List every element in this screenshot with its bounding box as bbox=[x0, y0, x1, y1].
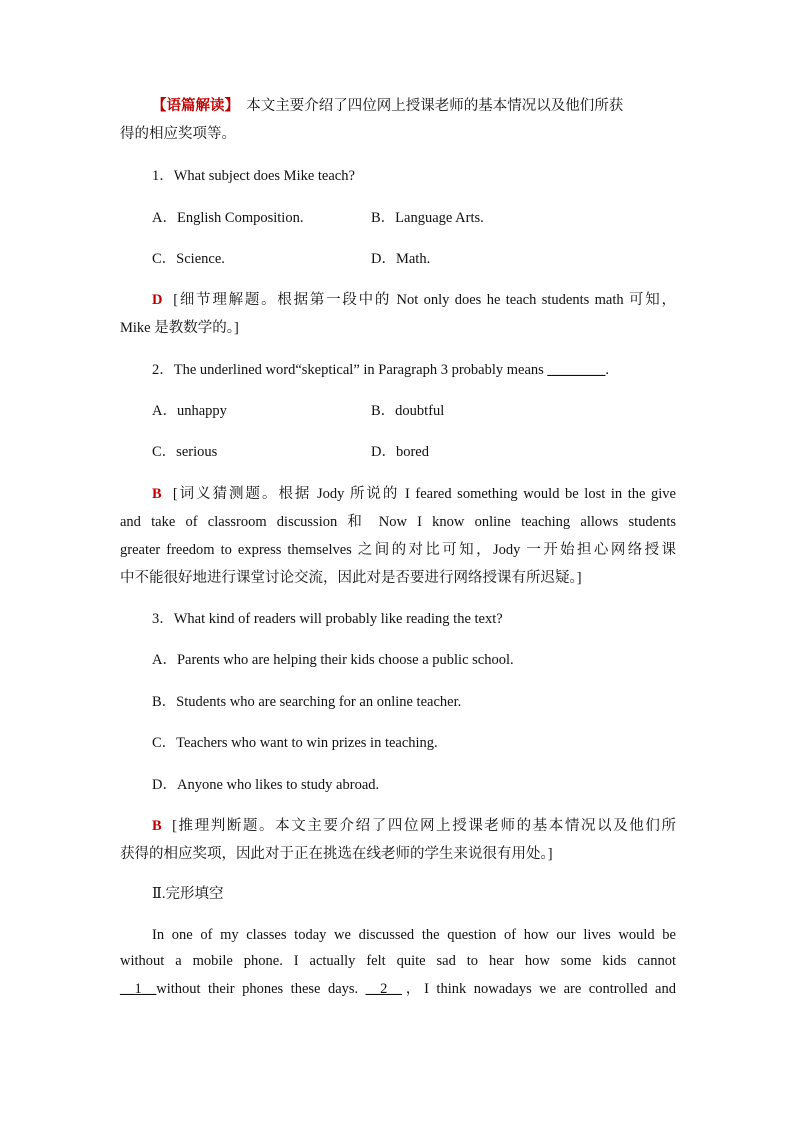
question-2-stem bbox=[152, 360, 676, 380]
question-2-blank: ________ bbox=[547, 362, 606, 378]
option-a: A．Parents who are helping their kids choose a public school. bbox=[152, 652, 514, 668]
option-d: D．Math. bbox=[371, 251, 431, 267]
question-1-stem: 1．What subject does Mike teach? bbox=[152, 168, 355, 184]
option-b: B．Language Arts. bbox=[371, 210, 484, 226]
question-2-stem-end: . bbox=[605, 362, 610, 378]
answer-3-line-1 bbox=[152, 816, 676, 836]
answer-1-line-2: Mike 是教数学的。] bbox=[120, 320, 239, 336]
intro-line-2: 得的相应奖项等。 bbox=[120, 126, 236, 142]
passage-line-2: without a mobile phone. I actually felt quite sad to hear how some kids cannot bbox=[120, 953, 676, 969]
answer-1-line-1 bbox=[152, 290, 676, 310]
answer-2-line-1 bbox=[152, 484, 676, 504]
answer-3-letter: B bbox=[152, 818, 162, 834]
option-d: D．Anyone who likes to study abroad. bbox=[152, 777, 380, 793]
question-2-options-row-1 bbox=[152, 401, 676, 421]
question-1-options-row-2 bbox=[152, 249, 676, 269]
passage-line-3-text: without their phones these days. bbox=[156, 981, 366, 997]
section-title: Ⅱ.完形填空 bbox=[152, 886, 224, 902]
option-c: C．Teachers who want to win prizes in teaching. bbox=[152, 735, 438, 751]
cloze-blank-2[interactable]: __2__ bbox=[365, 981, 402, 997]
option-a: A．English Composition. bbox=[152, 210, 304, 226]
answer-1-letter: D bbox=[152, 292, 163, 308]
answer-2-line-4: 中不能很好地进行课堂讨论交流，因此对是否要进行网络授课有所迟疑。] bbox=[120, 570, 582, 586]
answer-2-letter: B bbox=[152, 486, 162, 502]
question-2-options-row-2 bbox=[152, 442, 676, 462]
option-d: D．bored bbox=[371, 444, 429, 460]
answer-2-line-2: and take of classroom discussion 和 Now I know online teaching allows students bbox=[120, 514, 676, 530]
option-c: C．serious bbox=[152, 444, 218, 460]
option-b: B．Students who are searching for an online teacher. bbox=[152, 694, 462, 710]
option-c: C．Science. bbox=[152, 251, 225, 267]
answer-1-explain: [细节理解题。根据第一段中的 Not only does he teach students math 可知， bbox=[173, 292, 677, 308]
option-b: B．doubtful bbox=[371, 403, 445, 419]
intro-line-1 bbox=[152, 96, 676, 116]
answer-3-line-2: 获得的相应奖项，因此对于正在挑选在线老师的学生来说很有用处。] bbox=[120, 846, 553, 862]
question-3-stem: 3．What kind of readers will probably like reading the text? bbox=[152, 611, 503, 627]
answer-2-explain: [词义猜测题。根据 Jody 所说的 I feared something would be lost in the give bbox=[172, 486, 676, 502]
answer-2-line-3: greater freedom to express themselves 之间的对比可知，Jody 一开始担心网络授课 bbox=[120, 542, 676, 558]
passage-line-3 bbox=[120, 979, 676, 999]
intro-text: 本文主要介绍了四位网上授课老师的基本情况以及他们所获 bbox=[246, 98, 624, 114]
answer-3-explain: [推理判断题。本文主要介绍了四位网上授课老师的基本情况以及他们所 bbox=[172, 818, 677, 834]
passage-line-1: In one of my classes today we discussed the question of how our lives would be bbox=[152, 927, 676, 943]
intro-tag: 【语篇解读】 bbox=[152, 98, 239, 114]
question-2-stem-text: 2．The underlined word“skeptical” in Paragraph 3 probably means bbox=[152, 362, 548, 378]
passage-line-3-end: ，I think nowadays we are controlled and bbox=[401, 981, 676, 997]
option-a: A．unhappy bbox=[152, 403, 227, 419]
question-1-options-row-1 bbox=[152, 208, 676, 228]
cloze-blank-1[interactable]: __1__ bbox=[120, 981, 157, 997]
